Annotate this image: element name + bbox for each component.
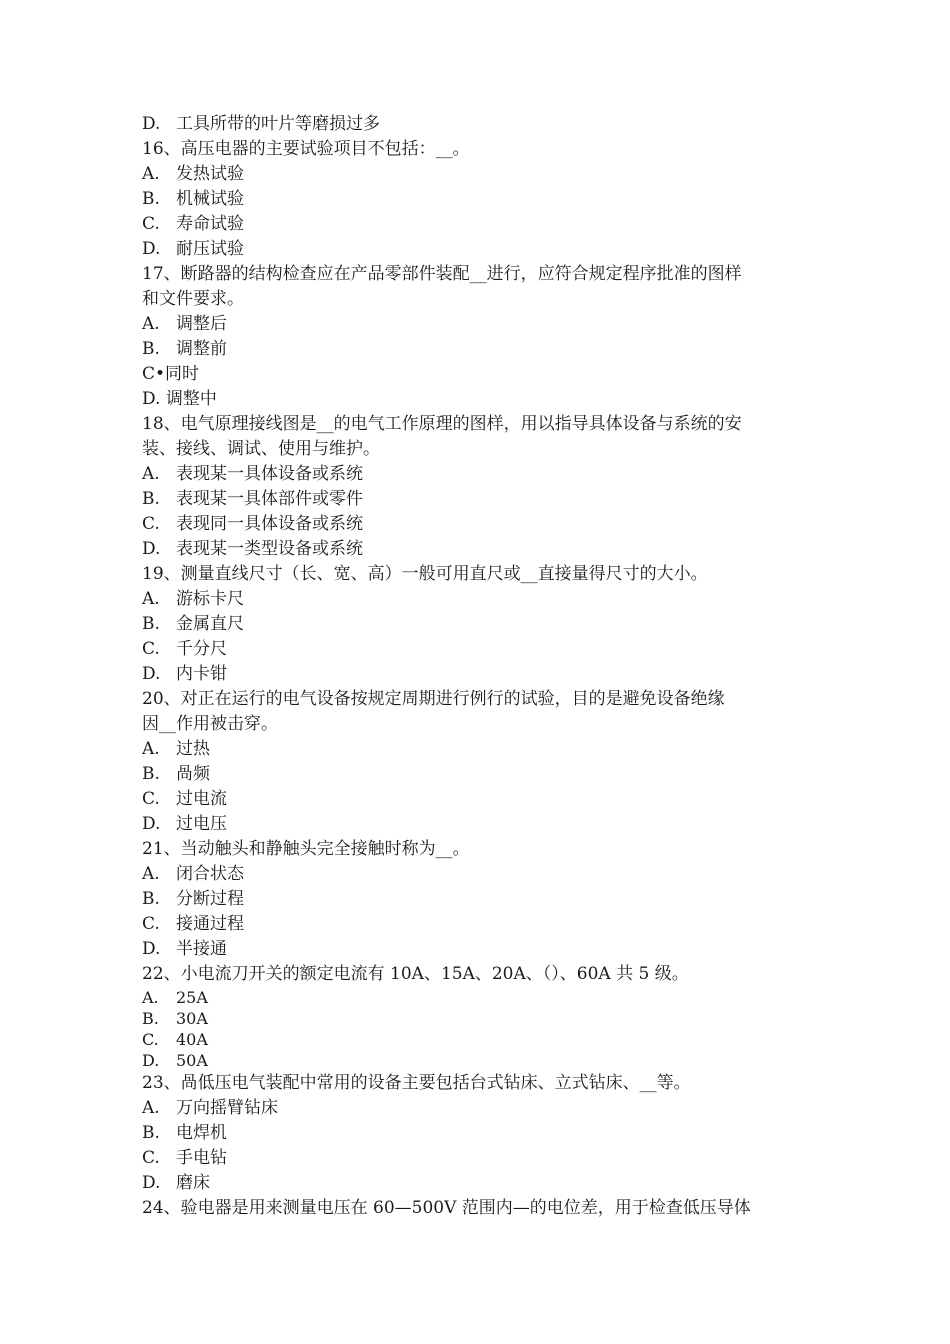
- option-label: C.: [142, 639, 160, 659]
- line-text: 24、验电器是用来测量电压在 60—500V 范围内—的电位差，用于检查低压导体: [142, 1198, 751, 1218]
- answer-option: [142, 487, 822, 512]
- option-label: B.: [142, 889, 160, 909]
- option-label: A.: [142, 314, 160, 334]
- option-text: 30A: [176, 1009, 208, 1028]
- option-text: 表现某一类型设备或系统: [176, 539, 363, 559]
- option-text: 表现同一具体设备或系统: [176, 514, 363, 534]
- answer-option: [142, 1029, 822, 1050]
- line-text: 和文件要求。: [142, 289, 244, 309]
- option-text: 万向摇臂钻床: [176, 1098, 278, 1118]
- question-text-line: [142, 962, 822, 987]
- answer-option: [142, 1146, 822, 1171]
- option-text: 25A: [176, 988, 208, 1007]
- answer-option: [142, 937, 822, 962]
- answer-option: [142, 1171, 822, 1196]
- option-text: 过热: [176, 739, 210, 759]
- option-label: B.: [142, 339, 160, 359]
- question-text-line: [142, 362, 822, 387]
- option-label: D.: [142, 664, 161, 684]
- question-text-line: [142, 1196, 822, 1221]
- line-text: 装、接线、调试、使用与维护。: [142, 439, 380, 459]
- answer-option: [142, 637, 822, 662]
- option-label: D.: [142, 814, 161, 834]
- option-text: 工具所带的叶片等磨损过多: [176, 114, 380, 134]
- question-text-line: [142, 287, 822, 312]
- option-text: 半接通: [176, 939, 227, 959]
- option-text: 磨床: [176, 1173, 210, 1193]
- option-text: 金属直尺: [176, 614, 244, 634]
- question-text-line: [142, 712, 822, 737]
- question-text-line: [142, 387, 822, 412]
- line-text: 23、咼低压电气装配中常用的设备主要包括台式钻床、立式钻床、__等。: [142, 1073, 691, 1093]
- answer-option: [142, 1008, 822, 1029]
- question-text-line: [142, 437, 822, 462]
- option-label: B.: [142, 1123, 160, 1143]
- option-text: 寿命试验: [176, 214, 244, 234]
- option-text: 内卡钳: [176, 664, 227, 684]
- option-label: A.: [142, 589, 160, 609]
- option-text: 耐压试验: [176, 239, 244, 259]
- answer-option: [142, 662, 822, 687]
- answer-option: [142, 812, 822, 837]
- answer-option: [142, 1050, 822, 1071]
- option-label: D.: [142, 114, 161, 134]
- option-label: D.: [142, 539, 161, 559]
- answer-option: [142, 887, 822, 912]
- line-text: 因__作用被击穿。: [142, 714, 278, 734]
- line-text: D. 调整中: [142, 389, 217, 409]
- answer-option: [142, 612, 822, 637]
- question-text-line: [142, 837, 822, 862]
- option-label: C.: [142, 1148, 160, 1168]
- option-text: 咼频: [176, 764, 210, 784]
- option-text: 千分尺: [176, 639, 227, 659]
- option-label: B.: [142, 489, 160, 509]
- option-text: 手电钻: [176, 1148, 227, 1168]
- answer-option: [142, 462, 822, 487]
- answer-option: [142, 912, 822, 937]
- option-label: A.: [142, 988, 159, 1007]
- answer-option: [142, 162, 822, 187]
- option-label: D.: [142, 1051, 160, 1070]
- line-text: 18、电气原理接线图是__的电气工作原理的图样，用以指导具体设备与系统的安: [142, 414, 742, 434]
- answer-option: [142, 312, 822, 337]
- line-text: 19、测量直线尺寸（长、宽、高）一般可用直尺或__直接量得尺寸的大小。: [142, 564, 708, 584]
- option-text: 过电压: [176, 814, 227, 834]
- option-text: 表现某一具体部件或零件: [176, 489, 363, 509]
- option-text: 表现某一具体设备或系统: [176, 464, 363, 484]
- option-label: A.: [142, 464, 160, 484]
- option-label: C.: [142, 514, 160, 534]
- option-text: 发热试验: [176, 164, 244, 184]
- question-text-line: [142, 262, 822, 287]
- question-list: [142, 112, 822, 1221]
- answer-option: [142, 187, 822, 212]
- answer-option: [142, 987, 822, 1008]
- option-text: 电焊机: [176, 1123, 227, 1143]
- answer-option: [142, 762, 822, 787]
- option-text: 调整后: [176, 314, 227, 334]
- option-label: D.: [142, 239, 161, 259]
- answer-option: [142, 862, 822, 887]
- answer-option: [142, 737, 822, 762]
- answer-option: [142, 512, 822, 537]
- option-label: B.: [142, 614, 160, 634]
- line-text: 22、小电流刀开关的额定电流有 10A、15A、20A、（）、60A 共 5 级。: [142, 964, 689, 984]
- option-text: 接通过程: [176, 914, 244, 934]
- line-text: 20、对正在运行的电气设备按规定周期进行例行的试验，目的是避免设备绝缘: [142, 689, 725, 709]
- answer-option: [142, 1121, 822, 1146]
- question-text-line: [142, 687, 822, 712]
- answer-option: [142, 787, 822, 812]
- answer-option: [142, 587, 822, 612]
- option-text: 50A: [176, 1051, 208, 1070]
- option-label: C.: [142, 789, 160, 809]
- option-label: B.: [142, 1009, 159, 1028]
- option-label: B.: [142, 189, 160, 209]
- line-text: 17、断路器的结构检查应在产品零部件装配__进行，应符合规定程序批准的图样: [142, 264, 742, 284]
- option-label: B.: [142, 764, 160, 784]
- line-text: 21、当动触头和静触头完全接触时称为__。: [142, 839, 470, 859]
- answer-option: [142, 537, 822, 562]
- option-text: 调整前: [176, 339, 227, 359]
- answer-option: [142, 237, 822, 262]
- answer-option: [142, 337, 822, 362]
- option-text: 过电流: [176, 789, 227, 809]
- answer-option: [142, 112, 822, 137]
- option-text: 分断过程: [176, 889, 244, 909]
- line-text: C•同时: [142, 364, 200, 384]
- answer-option: [142, 1096, 822, 1121]
- option-label: A.: [142, 864, 160, 884]
- option-text: 游标卡尺: [176, 589, 244, 609]
- question-text-line: [142, 412, 822, 437]
- answer-option: [142, 212, 822, 237]
- option-text: 40A: [176, 1030, 208, 1049]
- question-text-line: [142, 137, 822, 162]
- option-label: D.: [142, 939, 161, 959]
- question-text-line: [142, 562, 822, 587]
- option-label: A.: [142, 1098, 160, 1118]
- option-label: A.: [142, 164, 160, 184]
- question-text-line: [142, 1071, 822, 1096]
- option-text: 机械试验: [176, 189, 244, 209]
- line-text: 16、高压电器的主要试验项目不包括：__。: [142, 139, 470, 159]
- option-text: 闭合状态: [176, 864, 244, 884]
- option-label: A.: [142, 739, 160, 759]
- option-label: C.: [142, 914, 160, 934]
- option-label: D.: [142, 1173, 161, 1193]
- option-label: C.: [142, 1030, 159, 1049]
- option-label: C.: [142, 214, 160, 234]
